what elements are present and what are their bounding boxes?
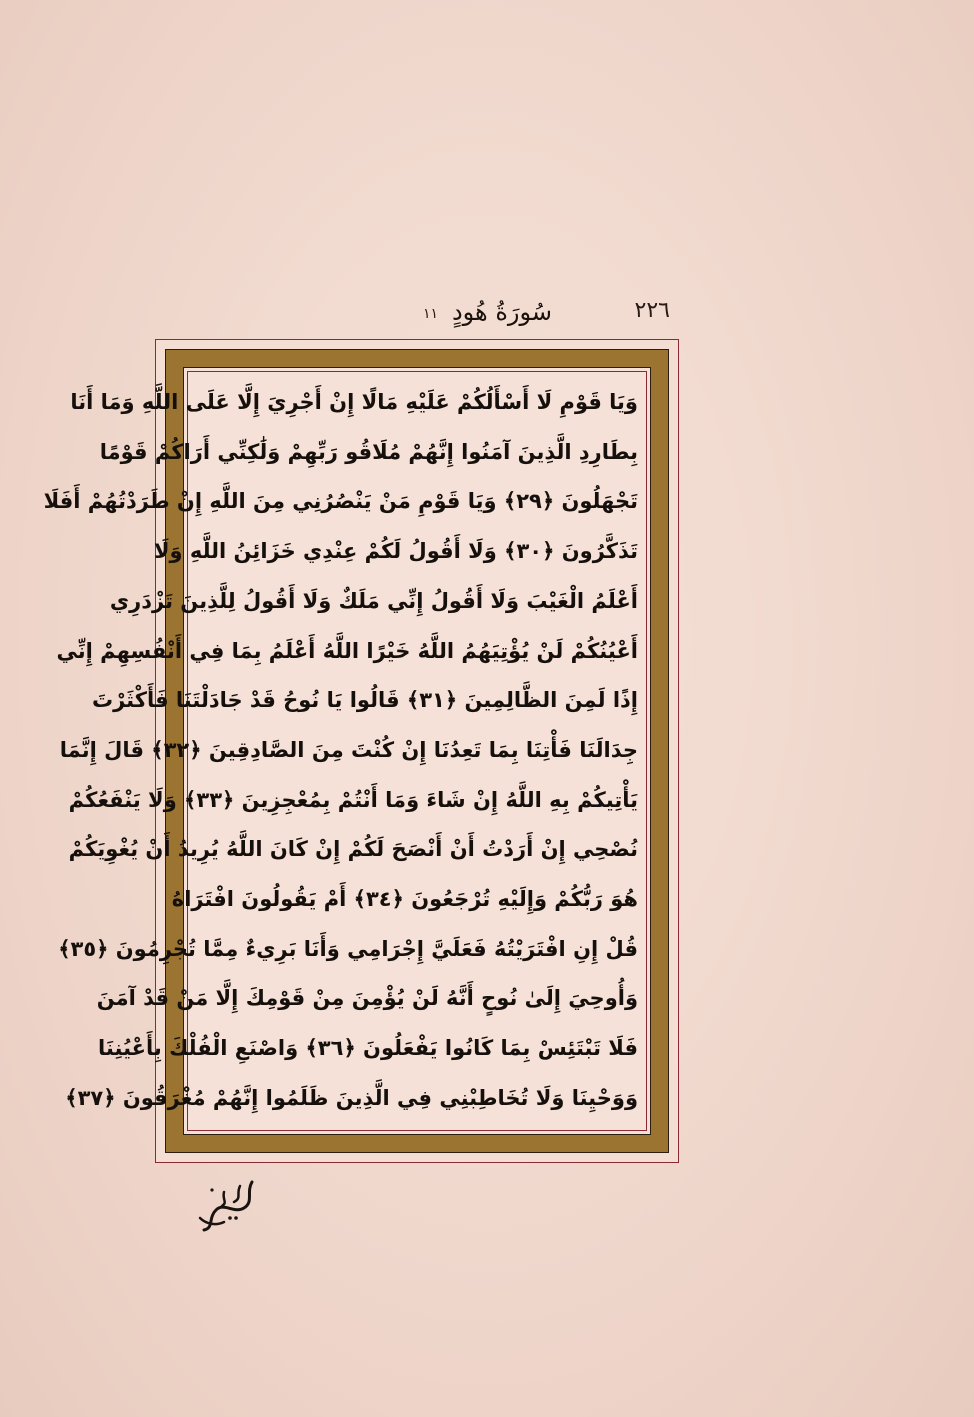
verse-line-4: تَذَكَّرُونَ ﴿٣٠﴾ وَلَا أَقُولُ لَكُمْ عِنْدِي خَزَائِنُ اللَّهِ وَلَا <box>153 539 638 564</box>
verse-text-block <box>43 378 638 1124</box>
verse-line-7: إِذًا لَمِنَ الظَّالِمِينَ ﴿٣١﴾ قَالُوا يَا نُوحُ قَدْ جَادَلْتَنَا فَأَكْثَرْتَ <box>92 688 638 713</box>
page-header <box>330 298 670 334</box>
verse-line-9: يَأْتِيكُمْ بِهِ اللَّهُ إِنْ شَاءَ وَمَا أَنْتُمْ بِمُعْجِزِينَ ﴿٣٣﴾ وَلَا يَنْفَعُكُمْ <box>68 787 638 812</box>
page-number: ٢٢٦ <box>634 298 670 323</box>
verse-line-14: فَلَا تَبْتَئِسْ بِمَا كَانُوا يَفْعَلُونَ ﴿٣٦﴾ وَاصْنَعِ الْفُلْكَ بِأَعْيُنِنَا <box>98 1036 638 1061</box>
verse-line-10: نُصْحِي إِنْ أَرَدْتُ أَنْ أَنْصَحَ لَكُمْ إِنْ كَانَ اللَّهُ يُرِيدُ أَنْ يُغْوِيَكُمْ <box>68 837 638 862</box>
verse-line-15: وَوَحْيِنَا وَلَا تُخَاطِبْنِي فِي الَّذِينَ ظَلَمُوا إِنَّهُمْ مُغْرَقُونَ ﴿٣٧﴾ <box>65 1085 638 1110</box>
verse-line-5: أَعْلَمُ الْغَيْبَ وَلَا أَقُولُ إِنِّي مَلَكٌ وَلَا أَقُولُ لِلَّذِينَ تَزْدَرِي <box>109 588 638 613</box>
surah-title: سُورَةُ هُودٍ <box>451 298 552 326</box>
verse-line-2: بِطَارِدِ الَّذِينَ آمَنُوا إِنَّهُمْ مُلَاقُو رَبِّهِمْ وَلَٰكِنِّي أَرَاكُمْ قَوْمًا <box>99 439 638 464</box>
verse-line-6: أَعْيُنُكُمْ لَنْ يُؤْتِيَهُمُ اللَّهُ خَيْرًا اللَّهُ أَعْلَمُ بِمَا فِي أَنْفُسِهِمْ إِنِّي <box>56 638 638 663</box>
verse-line-13: وَأُوحِيَ إِلَىٰ نُوحٍ أَنَّهُ لَنْ يُؤْمِنَ مِنْ قَوْمِكَ إِلَّا مَنْ قَدْ آمَنَ <box>96 986 638 1011</box>
verse-line-11: هُوَ رَبُّكُمْ وَإِلَيْهِ تُرْجَعُونَ ﴿٣٤﴾ أَمْ يَقُولُونَ افْتَرَاهُ <box>171 887 638 911</box>
surah-number: ١١ <box>422 306 438 322</box>
verse-line-3: تَجْهَلُونَ ﴿٢٩﴾ وَيَا قَوْمِ مَنْ يَنْصُرُنِي مِنَ اللَّهِ إِنْ طَرَدْتُهُمْ أَفَلَا <box>43 489 638 514</box>
catchword-calligraphy <box>194 1172 264 1238</box>
verse-line-12: قُلْ إِنِ افْتَرَيْتُهُ فَعَلَيَّ إِجْرَامِي وَأَنَا بَرِيءٌ مِمَّا تُجْرِمُونَ ﴿٣٥﴾ <box>58 936 638 961</box>
verse-line-8: جِدَالَنَا فَأْتِنَا بِمَا تَعِدُنَا إِنْ كُنْتَ مِنَ الصَّادِقِينَ ﴿٣٢﴾ قَالَ إِنَّمَا <box>59 737 638 762</box>
verse-line-1: وَيَا قَوْمِ لَا أَسْأَلُكُمْ عَلَيْهِ مَالًا إِنْ أَجْرِيَ إِلَّا عَلَى اللَّهِ وَمَا أَنَا <box>70 390 638 414</box>
